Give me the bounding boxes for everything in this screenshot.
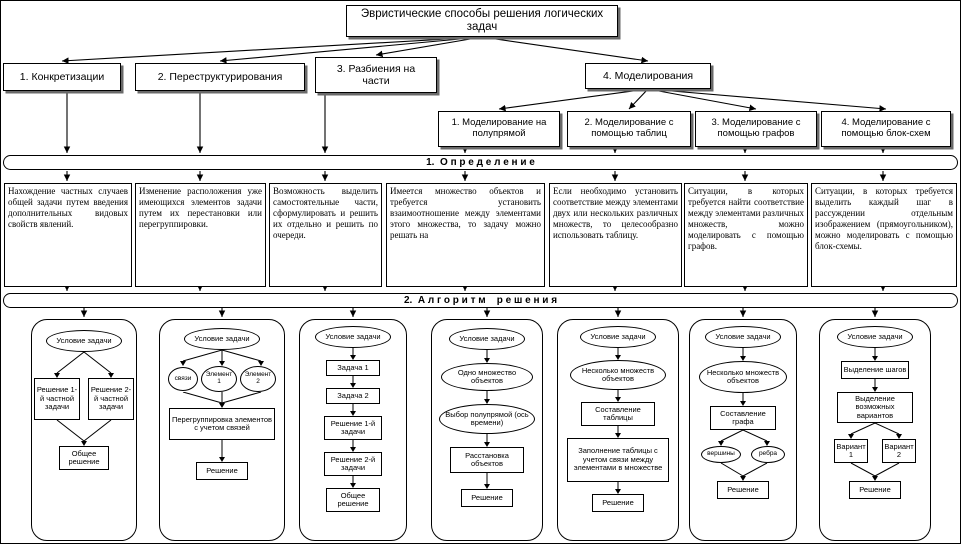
element1-ellipse: Элемент 1 bbox=[201, 366, 237, 392]
arrow-down-icon bbox=[870, 379, 880, 392]
step-box: Задача 1 bbox=[326, 360, 380, 376]
method-box-concretization: 1. Конкретизации bbox=[3, 63, 121, 91]
flowchart-partition bbox=[299, 319, 407, 541]
method-box-partition: 3. Разбиения на части bbox=[315, 57, 437, 93]
arrow-down-icon bbox=[217, 440, 227, 462]
flowchart-blockschemes bbox=[819, 319, 931, 541]
variant2-box: Вариант 2 bbox=[882, 439, 916, 463]
step-box: Решение 1-й задачи bbox=[324, 416, 382, 440]
arrow-down-icon bbox=[613, 390, 623, 402]
arrow-down-icon bbox=[613, 482, 623, 494]
edges-ellipse: ребра bbox=[751, 446, 785, 463]
arrow-down-icon bbox=[482, 473, 492, 489]
arrow-down-icon bbox=[348, 440, 358, 452]
modeling-box-halfline: 1. Моделирование на полупрямой bbox=[438, 111, 560, 147]
step-ellipse: Одно множество объектов bbox=[441, 363, 533, 391]
vertices-ellipse: вершины bbox=[701, 446, 741, 463]
element2-ellipse: Элемент 2 bbox=[240, 366, 276, 392]
start-ellipse: Условие задачи bbox=[315, 326, 391, 348]
arrow-down-icon bbox=[348, 476, 358, 488]
start-ellipse: Условие задачи bbox=[449, 328, 525, 350]
arrow-down-icon bbox=[738, 348, 748, 361]
diverge-arrows-icon bbox=[701, 430, 785, 446]
diagram-title: Эвристические способы решения логических задач bbox=[346, 5, 618, 37]
end-box: Решение bbox=[849, 481, 901, 499]
step-ellipse: Несколько множеств объектов bbox=[570, 360, 666, 390]
diverge-arrows-icon bbox=[34, 352, 134, 378]
arrow-down-icon bbox=[738, 393, 748, 406]
variant1-box: Вариант 1 bbox=[834, 439, 868, 463]
end-box: Общее решение bbox=[326, 488, 380, 512]
step-box: Задача 2 bbox=[326, 388, 380, 404]
end-box: Решение bbox=[461, 489, 513, 507]
flowchart-graphs bbox=[689, 319, 797, 541]
arrow-down-icon bbox=[348, 404, 358, 416]
definition-box-4: Имеется множество объектов и требуется установить взаимоотношение между элементами этого множества, то задачу можно решать на bbox=[386, 183, 545, 287]
step-ellipse: Несколько множеств объектов bbox=[699, 361, 787, 393]
converge-arrows-icon bbox=[168, 392, 276, 408]
method-box-modeling: 4. Моделирования bbox=[585, 63, 711, 89]
diverge-arrows-icon bbox=[168, 350, 276, 366]
start-ellipse: Условие задачи bbox=[46, 330, 122, 352]
step-box: Решение 2-й частной задачи bbox=[88, 378, 134, 420]
arrow-down-icon bbox=[348, 376, 358, 388]
definition-band: 1. О п р е д е л е н и е bbox=[3, 155, 958, 170]
converge-arrows-icon bbox=[701, 463, 785, 481]
flowchart-restructuring bbox=[159, 319, 285, 541]
method-box-restructuring: 2. Переструктурирования bbox=[135, 63, 305, 91]
links-ellipse: связи bbox=[168, 367, 198, 391]
step-box: Перегруппировка элементов с учетом связей bbox=[169, 408, 275, 440]
start-ellipse: Условие задачи bbox=[837, 326, 913, 348]
definition-box-7: Ситуации, в которых требуется выделить каждый шаг в рассуждении отдельным изображением (прямоугольником), можно моделировать с помощью блок-схемы. bbox=[811, 183, 957, 287]
end-box: Решение bbox=[717, 481, 769, 499]
step-ellipse: Выбор полупрямой (ось времени) bbox=[439, 404, 535, 434]
definition-box-2: Изменение расположения уже имеющихся элементов задачи путем их перестановки или перегруппировки. bbox=[135, 183, 266, 287]
arrow-down-icon bbox=[870, 348, 880, 361]
end-box: Решение bbox=[592, 494, 644, 512]
step-box: Расстановка объектов bbox=[450, 447, 524, 473]
arrow-down-icon bbox=[482, 434, 492, 447]
step-box: Выделение возможных вариантов bbox=[837, 392, 913, 423]
step-box: Решение 1-й частной задачи bbox=[34, 378, 80, 420]
converge-arrows-icon bbox=[834, 463, 916, 481]
arrow-down-icon bbox=[348, 348, 358, 360]
end-box: Общее решение bbox=[59, 446, 109, 470]
start-ellipse: Условие задачи bbox=[580, 326, 656, 348]
step-box: Составление графа bbox=[710, 406, 776, 430]
flowchart-halfline bbox=[431, 319, 543, 541]
definition-box-1: Нахождение частных случаев общей задачи путем введения дополнительных видовых свойств явлений. bbox=[4, 183, 132, 287]
end-box: Решение bbox=[196, 462, 248, 480]
definition-box-3: Возможность выделить самостоятельные части, сформулировать и решить их отдельно и решить по очереди. bbox=[269, 183, 382, 287]
step-box: Решение 2-й задачи bbox=[324, 452, 382, 476]
step-box: Составление таблицы bbox=[581, 402, 655, 426]
arrow-down-icon bbox=[482, 350, 492, 363]
diverge-arrows-icon bbox=[834, 423, 916, 439]
flowchart-concretization bbox=[31, 319, 137, 541]
modeling-box-tables: 2. Моделирование с помощью таблиц bbox=[567, 111, 691, 147]
definition-box-5: Если необходимо установить соответствие между элементами двух или нескольких различных множеств, то целесообразно использовать таблицу. bbox=[549, 183, 682, 287]
start-ellipse: Условие задачи bbox=[705, 326, 781, 348]
start-ellipse: Условие задачи bbox=[184, 328, 260, 350]
algorithm-band: 2. А л г о р и т м р е ш е н и я bbox=[3, 293, 958, 308]
modeling-box-graphs: 3. Моделирование с помощью графов bbox=[695, 111, 817, 147]
flowchart-tables bbox=[557, 319, 679, 541]
arrow-down-icon bbox=[482, 391, 492, 404]
definition-box-6: Ситуации, в которых требуется найти соответствие между элементами различных множеств, можно моделировать с помощью графов. bbox=[684, 183, 808, 287]
modeling-box-flowcharts: 4. Моделирование с помощью блок-схем bbox=[821, 111, 951, 147]
step-box: Выделение шагов bbox=[841, 361, 909, 379]
arrow-down-icon bbox=[613, 426, 623, 438]
converge-arrows-icon bbox=[34, 420, 134, 446]
step-box: Заполнение таблицы с учетом связи между элементами в множестве bbox=[567, 438, 669, 482]
arrow-down-icon bbox=[613, 348, 623, 360]
